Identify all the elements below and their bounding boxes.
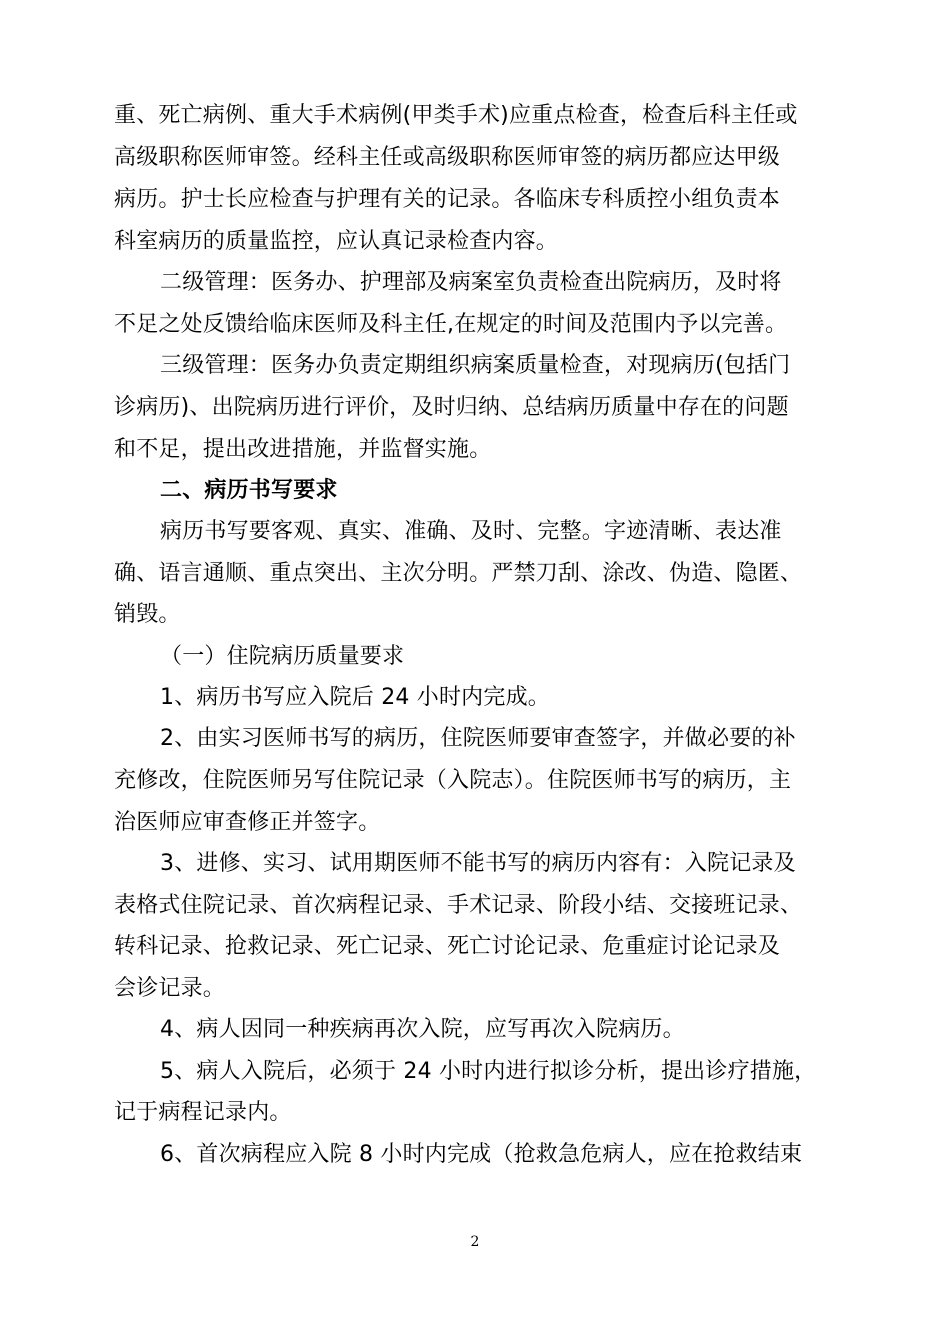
paragraph-line: 表格式住院记录、首次病程记录、手术记录、阶段小结、交接班记录、 — [114, 893, 803, 918]
paragraph-line: 二级管理：医务办、护理部及病案室负责检查出院病历，及时将 — [160, 270, 782, 295]
paragraph-line: 记于病程记录内。 — [114, 1100, 292, 1125]
paragraph-line: 病历。护士长应检查与护理有关的记录。各临床专科质控小组负责本 — [114, 187, 781, 212]
paragraph-line: 确、语言通顺、重点突出、主次分明。严禁刀刮、涂改、伪造、隐匿、 — [114, 561, 803, 586]
paragraph-line: 治医师应审查修正并签字。 — [114, 810, 381, 835]
page-number: 2 — [470, 1234, 480, 1250]
list-item: 5、病人入院后，必须于 24 小时内进行拟诊分析，提出诊疗措施， — [160, 1059, 817, 1084]
paragraph-line: 充修改，住院医师另写住院记录（入院志）。住院医师书写的病历，主 — [114, 768, 792, 793]
paragraph-line: 转科记录、抢救记录、死亡记录、死亡讨论记录、危重症讨论记录及 — [114, 934, 781, 959]
paragraph-line: 三级管理：医务办负责定期组织病案质量检查，对现病历(包括门 — [160, 353, 791, 378]
paragraph-line: 销毁。 — [114, 602, 181, 627]
paragraph-line: 不足之处反馈给临床医师及科主任,在规定的时间及范围内予以完善。 — [114, 312, 788, 337]
paragraph-line: 病历书写要客观、真实、准确、及时、完整。字迹清晰、表达准 — [160, 519, 782, 544]
paragraph-line: 高级职称医师审签。经科主任或高级职称医师审签的病历都应达甲级 — [114, 145, 781, 170]
paragraph-line: 科室病历的质量监控，应认真记录检查内容。 — [114, 229, 559, 254]
list-item: 3、进修、实习、试用期医师不能书写的病历内容有：入院记录及 — [160, 851, 796, 876]
paragraph-line: 诊病历)、出院病历进行评价，及时归纳、总结病历质量中存在的问题 — [114, 395, 789, 420]
list-item: 2、由实习医师书写的病历，住院医师要审查签字，并做必要的补 — [160, 726, 796, 751]
list-item: 6、首次病程应入院 8 小时内完成（抢救急危病人，应在抢救结束 — [160, 1142, 803, 1167]
paragraph-line: 重、死亡病例、重大手术病例(甲类手术)应重点检查，检查后科主任或 — [114, 103, 798, 128]
paragraph-line: 会诊记录。 — [114, 976, 226, 1001]
section-heading: 二、病历书写要求 — [160, 478, 338, 503]
list-item: 1、病历书写应入院后 24 小时内完成。 — [160, 685, 550, 710]
paragraph-line: 和不足，提出改进措施，并监督实施。 — [114, 437, 492, 462]
subsection-heading: （一）住院病历质量要求 — [160, 644, 405, 669]
list-item: 4、病人因同一种疾病再次入院，应写再次入院病历。 — [160, 1017, 685, 1042]
